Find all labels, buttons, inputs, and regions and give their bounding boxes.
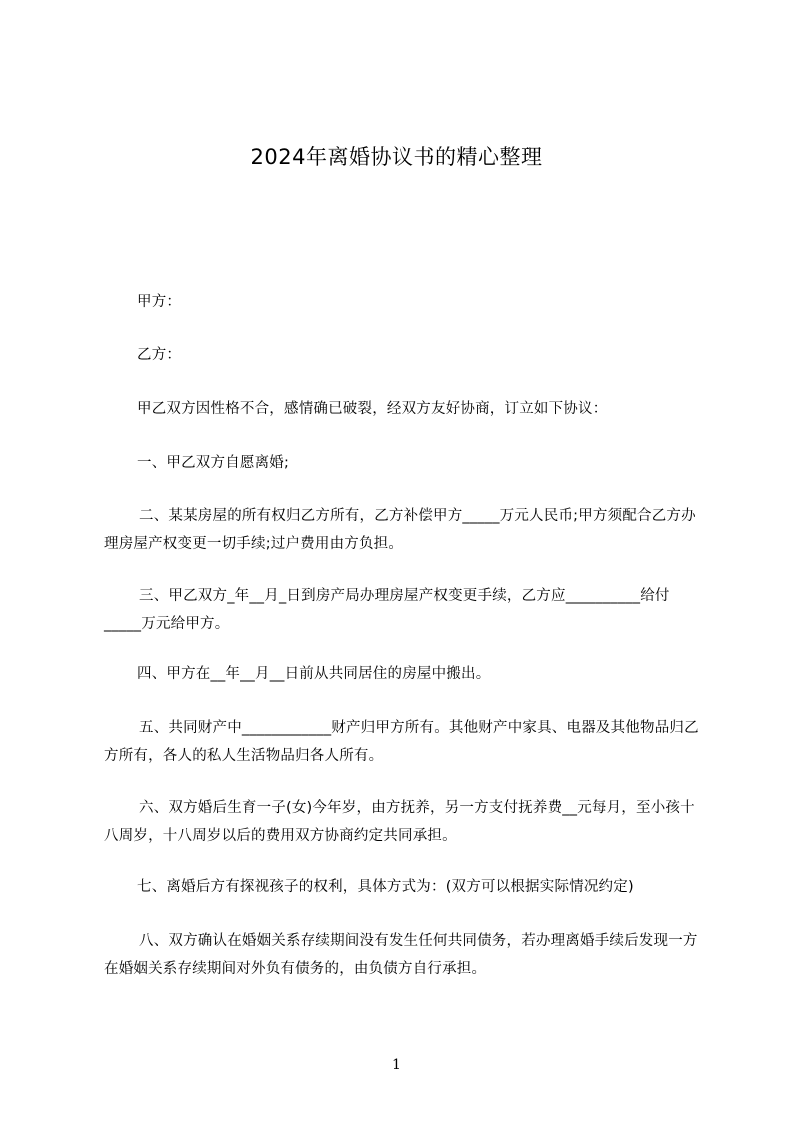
preamble-paragraph: 甲乙双方因性格不合，感情确已破裂，经双方友好协商，订立如下协议： bbox=[137, 401, 608, 417]
clause-7-paragraph: 七、离婚后方有探视孩子的权利，具体方式为：(双方可以根据实际情况约定) bbox=[137, 879, 634, 895]
document-title: 2024年离婚协议书的精心整理 bbox=[250, 145, 543, 169]
clause-6-paragraph: 六、双方婚后生育一子(女)今年岁，由方抚养，另一方支付抚养费__元每月，至小孩十八周岁，十八周岁以后的费用双方协商约定共同承担。 bbox=[104, 800, 695, 844]
page-number: 1 bbox=[392, 1057, 401, 1073]
clause-5-paragraph: 五、共同财产中____________财产归甲方所有。其他财产中家具、电器及其他物品归乙方所有，各人的私人生活物品归各人所有。 bbox=[104, 720, 699, 764]
clause-3-paragraph: 三、甲乙双方_年__月_日到房产局办理房屋产权变更手续，乙方应__________给付_____万元给甲方。 bbox=[104, 588, 670, 632]
clause-4-paragraph: 四、甲方在__年__月__日前从共同居住的房屋中搬出。 bbox=[137, 666, 491, 682]
clause-1-paragraph: 一、甲乙双方自愿离婚; bbox=[137, 455, 290, 471]
clause-2-paragraph: 二、某某房屋的所有权归乙方所有，乙方补偿甲方_____万元人民币;甲方须配合乙方办理房屋产权变更一切手续;过户费用由方负担。 bbox=[104, 508, 696, 552]
clause-8-paragraph: 八、双方确认在婚姻关系存续期间没有发生任何共同债务，若办理离婚手续后发现一方在婚姻关系存续期间对外负有债务的，由负债方自行承担。 bbox=[104, 933, 698, 977]
party-b-line: 乙方： bbox=[137, 347, 182, 363]
party-a-line: 甲方： bbox=[137, 294, 182, 310]
